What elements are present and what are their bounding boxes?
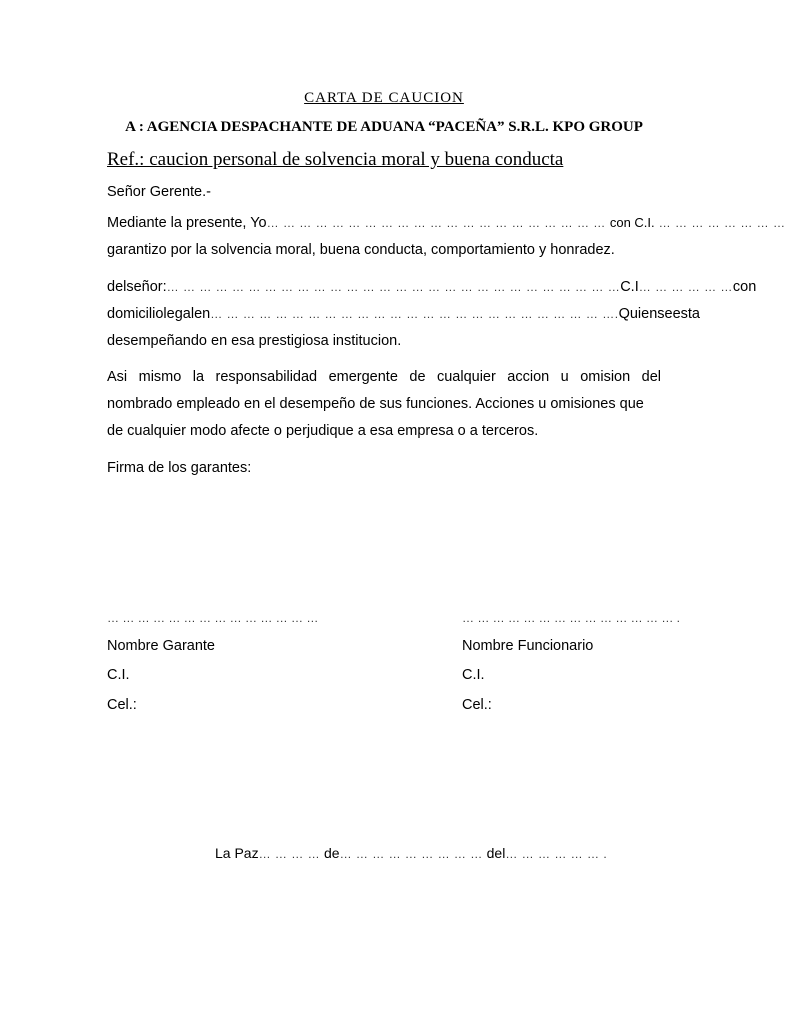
p2-line2 (107, 306, 701, 322)
day-blank: … … … … (258, 847, 321, 861)
p1-line2: garantizo por la solvencia moral, buena conducta, comportamiento y honradez. (107, 242, 615, 258)
p3-line3: de cualquier modo afecte o perjudique a esa empresa o a terceros. (107, 423, 539, 439)
month-blank: … … … … … … … … … (339, 847, 483, 861)
signature-left-cel: Cel.: (107, 697, 137, 713)
signatures-label: Firma de los garantes: (107, 460, 252, 476)
document-title: CARTA DE CAUCION (304, 90, 464, 106)
signature-left-line: … … … … … … … … … … … … … … (107, 611, 319, 625)
name-blank: … … … … … … … … … … … … … … … … … … … … … (266, 216, 606, 230)
addressee-line: A : AGENCIA DESPACHANTE DE ADUANA “PACEÑA” S.R.L. KPO GROUP (125, 119, 643, 135)
ci-blank: … … … … … … … … (658, 216, 786, 230)
p1-ci-label: con C.I. (609, 215, 655, 230)
p1-line1 (107, 215, 786, 231)
p2-ci-blank: … … … … … … (638, 280, 733, 294)
p2-ci-label: C.I (620, 279, 639, 295)
signature-right-line: … … … … … … … … … … … … … … . (462, 611, 681, 625)
signature-left-name: Nombre Garante (107, 638, 215, 654)
greeting: Señor Gerente.- (107, 184, 211, 200)
domicilio-blank: … … … … … … … … … … … … … … … … … … … … … … … … …. (210, 307, 619, 321)
p2-word-senor: señor: (126, 279, 167, 295)
date-de: de (324, 845, 340, 861)
p2-word-esta: esta (672, 306, 701, 322)
p2-word-domicilio: domicilio (107, 306, 164, 322)
signature-right-name: Nombre Funcionario (462, 638, 594, 654)
p2-word-quien: Quien (618, 306, 658, 322)
p2-word-del: del (107, 279, 127, 295)
senor-blank: … … … … … … … … … … … … … … … … … … … … … … … … … … … … (166, 280, 621, 294)
year-blank: … … … … … … . (505, 847, 608, 861)
date-line (215, 845, 607, 861)
p1-lead: Mediante la presente, Yo (107, 215, 267, 231)
date-del: del (486, 845, 506, 861)
date-place: La Paz (215, 845, 259, 861)
p2-word-se: se (657, 306, 673, 322)
p3-line1: Asi mismo la responsabilidad emergente de cualquier accion u omision del (107, 369, 661, 385)
signature-left-ci: C.I. (107, 667, 130, 683)
p3-line2: nombrado empleado en el desempeño de sus funciones. Acciones u omisiones que (107, 396, 644, 412)
reference-line: Ref.: caucion personal de solvencia moral y buena conducta (107, 149, 564, 170)
signature-right-ci: C.I. (462, 667, 485, 683)
signature-right-cel: Cel.: (462, 697, 492, 713)
p2-word-legal: legal (163, 306, 195, 322)
p2-line1 (107, 279, 757, 295)
p2-word-en: en (194, 306, 211, 322)
p2-line3: desempeñando en esa prestigiosa institucion. (107, 333, 402, 349)
p2-word-con: con (732, 279, 757, 295)
